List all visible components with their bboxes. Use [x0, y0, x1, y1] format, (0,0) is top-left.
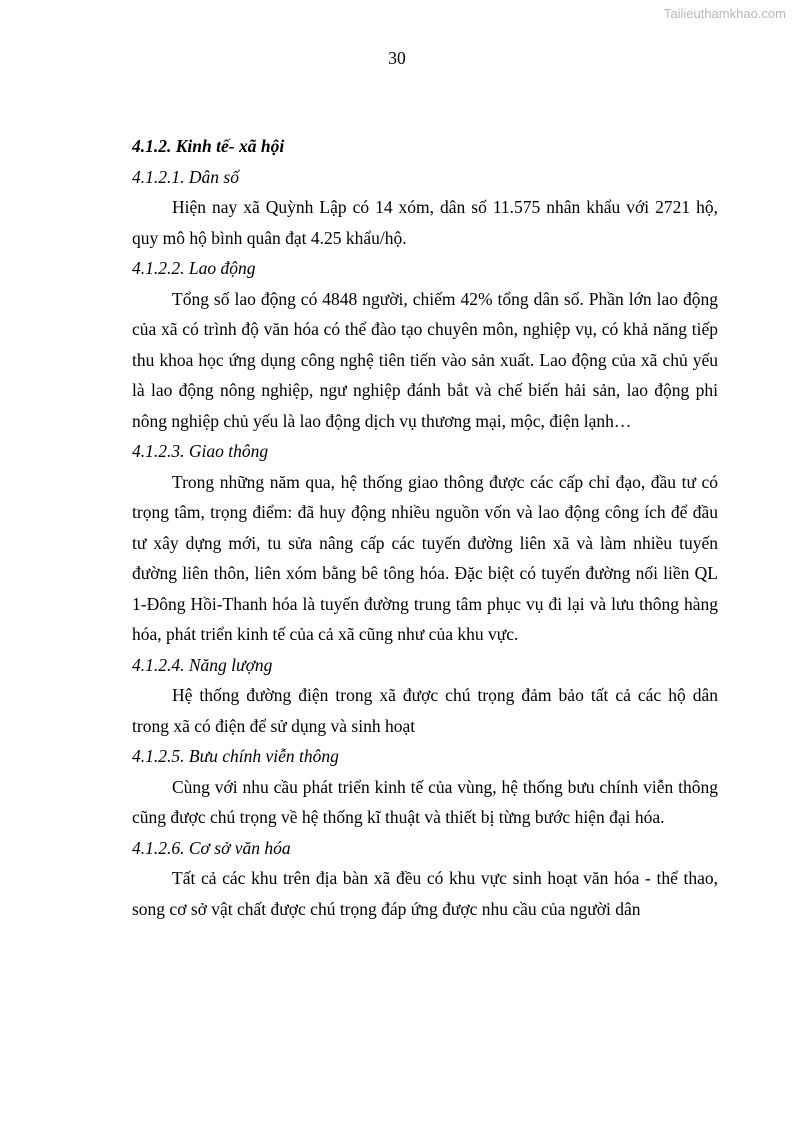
page-number: 30	[388, 48, 406, 68]
paragraph-telecom: Cùng với nhu cầu phát triển kinh tế của vùng, hệ thống bưu chính viễn thông cũng được chú trọng về hệ thống kĩ thuật và thiết bị từng bước hiện đại hóa.	[132, 776, 718, 827]
paragraph-population: Hiện nay xã Quỳnh Lập có 14 xóm, dân số 11.575 nhân khẩu với 2721 hộ, quy mô hộ bình quân đạt 4.25 khẩu/hộ.	[132, 197, 718, 248]
paragraph-energy: Hệ thống đường điện trong xã được chú trọng đảm bảo tất cả các hộ dân trong xã có điện để sử dụng và sinh hoạt	[132, 685, 718, 736]
section-title: 4.1.2. Kinh tế- xã hội	[132, 136, 285, 156]
subsection-title-transport: 4.1.2.3. Giao thông	[132, 441, 269, 461]
watermark: Tailieuthamkhao.com	[663, 6, 786, 21]
paragraph-labor: Tổng số lao động có 4848 người, chiếm 42% tổng dân số. Phần lớn lao động của xã có trình độ văn hóa có thể đào tạo chuyên môn, nghiệp vụ, có khả năng tiếp thu khoa học ứng dụng công nghệ tiên tiến vào sản xuất. Lao động của xã chủ yếu là lao động nông nghiệp, ngư nghiệp đánh bắt và chế biến hải sản, lao động phi nông nghiệp chủ yếu là lao động dịch vụ thương mại, mộc, điện lạnh…	[132, 288, 718, 431]
subsection-title-culture: 4.1.2.6. Cơ sở văn hóa	[132, 837, 291, 858]
subsection-title-labor: 4.1.2.2. Lao động	[132, 258, 256, 278]
paragraph-transport: Trong những năm qua, hệ thống giao thông được các cấp chỉ đạo, đầu tư có trọng tâm, trọng điểm: đã huy động nhiều nguồn vốn và lao động công ích để đầu tư xây dựng mới, tu sửa nâng cấp các tuyến đường liên xã và làm nhiều tuyến đường liên thôn, liên xóm bằng bê tông hóa. Đặc biệt có tuyến đường nối liền QL 1-Đông Hồi-Thanh hóa là tuyến đường trung tâm phục vụ đi lại và lưu thông hàng hóa, phát triển kinh tế của cả xã cũng như của khu vực.	[132, 471, 718, 644]
subsection-title-energy: 4.1.2.4. Năng lượng	[132, 654, 273, 675]
document-body	[132, 131, 718, 924]
paragraph-culture: Tất cả các khu trên địa bàn xã đều có khu vực sinh hoạt văn hóa - thể thao, song cơ sở vật chất được chú trọng đáp ứng được nhu cầu của người dân	[132, 868, 718, 919]
subsection-title-telecom: 4.1.2.5. Bưu chính viễn thông	[132, 746, 339, 766]
subsection-title-population: 4.1.2.1. Dân số	[132, 166, 239, 187]
